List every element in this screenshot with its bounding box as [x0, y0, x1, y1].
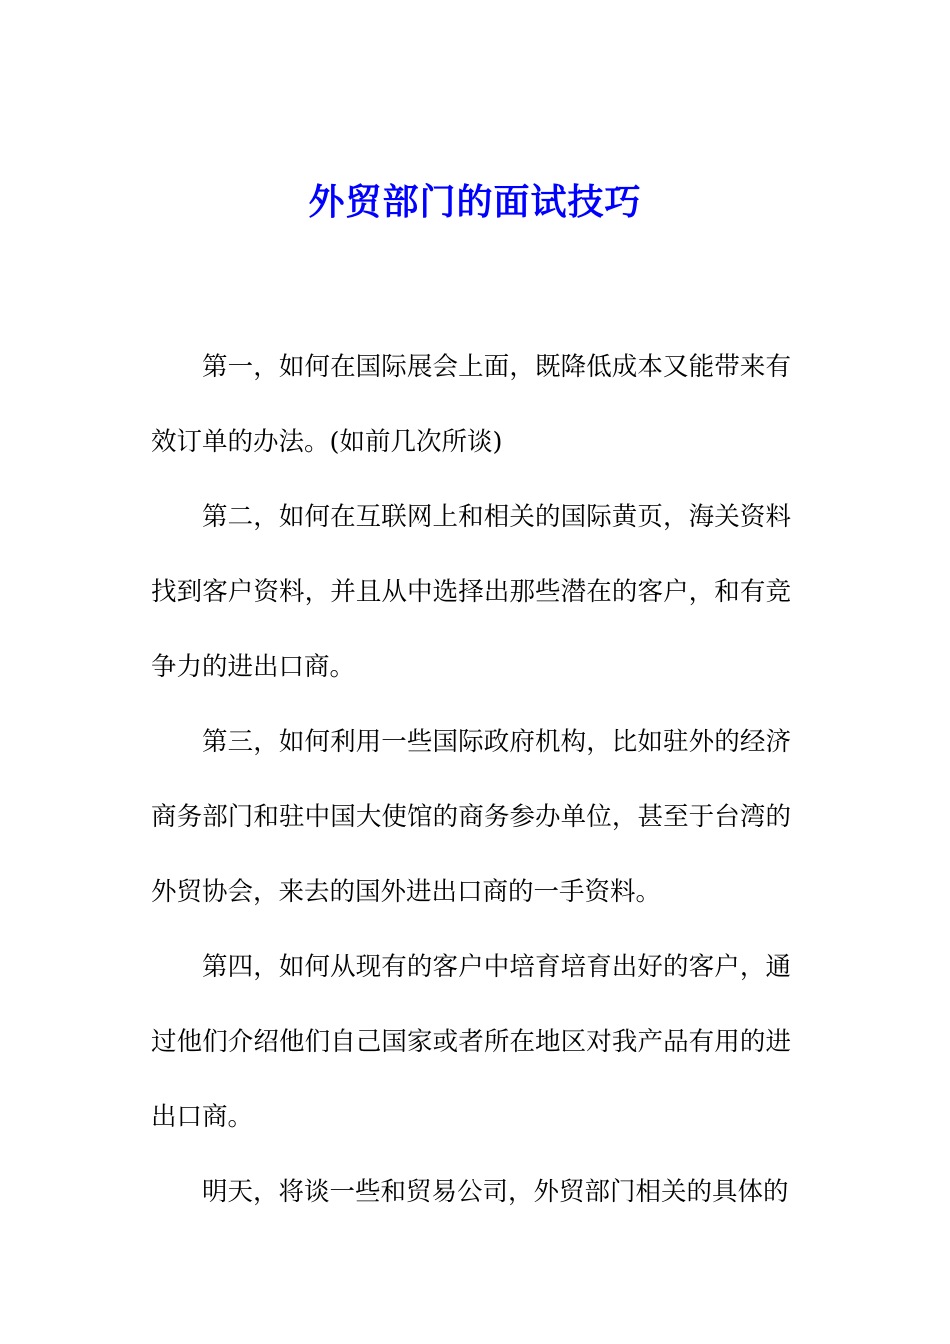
- paragraph-4: 第四，如何从现有的客户中培育培育出好的客户，通过他们介绍他们自己国家或者所在地区对我产品有用的进出口商。: [151, 952, 791, 1132]
- paragraph-1: 第一，如何在国际展会上面，既降低成本又能带来有效订单的办法。(如前几次所谈): [151, 352, 791, 457]
- paragraph-5: 明天，将谈一些和贸易公司，外贸部门相关的具体的: [202, 1177, 789, 1207]
- document-title: 外贸部门的面试技巧: [308, 181, 642, 223]
- paragraph-3: 第三，如何利用一些国际政府机构，比如驻外的经济商务部门和驻中国大使馆的商务参办单位，甚至于台湾的外贸协会，来去的国外进出口商的一手资料。: [151, 727, 791, 907]
- paragraph-2: 第二，如何在互联网上和相关的国际黄页，海关资料找到客户资料，并且从中选择出那些潜在的客户，和有竞争力的进出口商。: [151, 502, 791, 682]
- document-body: [151, 330, 791, 1230]
